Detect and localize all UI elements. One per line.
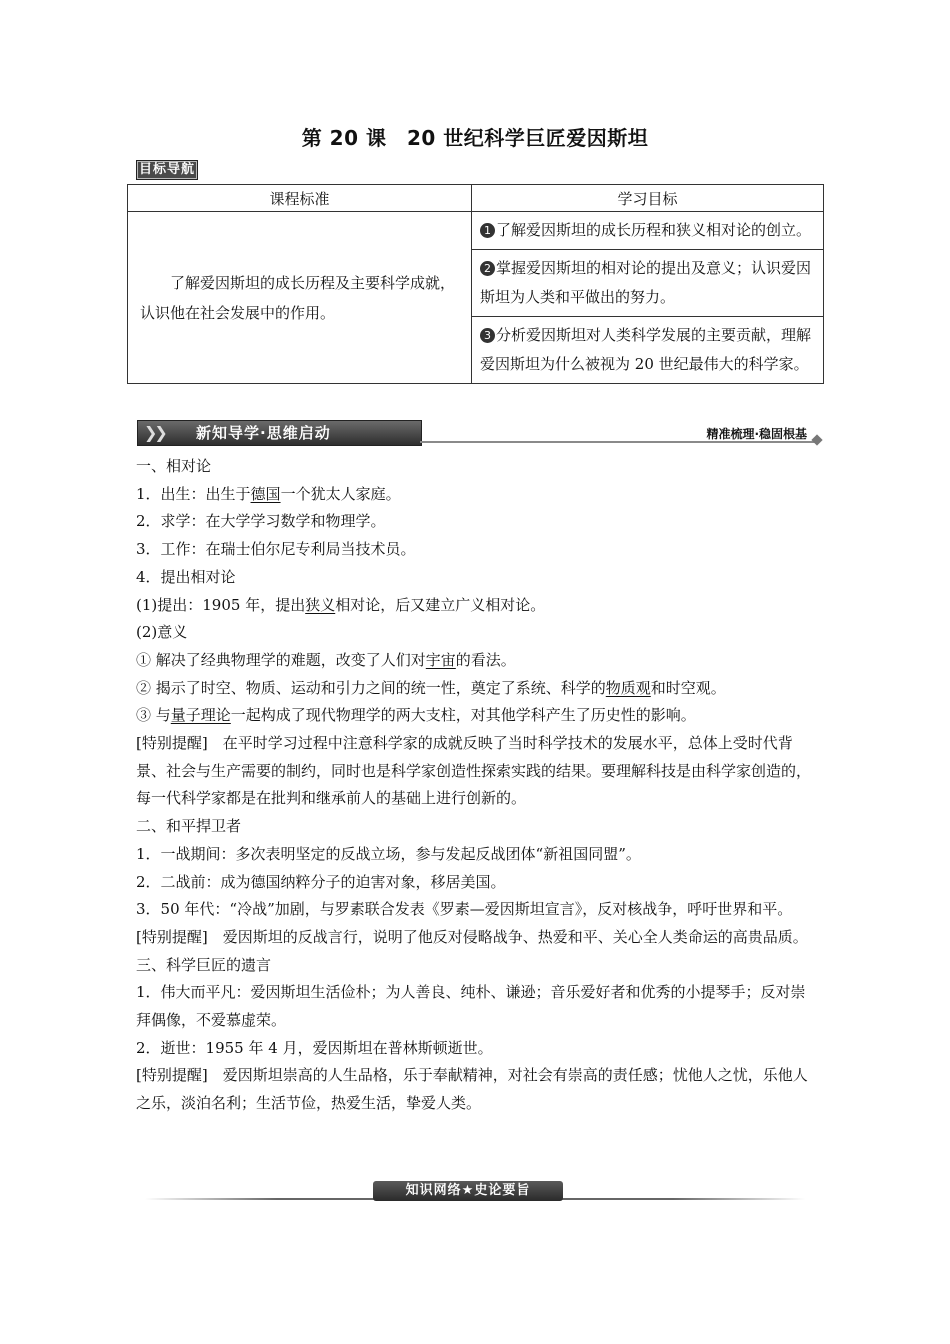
goal-text-3: 分析爱因斯坦对人类科学发展的主要贡献，理解爱因斯坦为什么被视为 20 世纪最伟大的科学家。 bbox=[480, 326, 812, 373]
paragraph: 1．一战期间：多次表明坚定的反战立场，参与发起反战团体“新祖国同盟”。 bbox=[136, 844, 641, 863]
section-heading-1: 一、相对论 bbox=[136, 457, 212, 475]
underlined-keyword: 德国 bbox=[250, 484, 281, 503]
paragraph: 1．出生：出生于德国一个犹太人家庭。 bbox=[136, 484, 401, 503]
special-reminder-2: [特别提醒] 爱因斯坦的反战言行，说明了他反对侵略战争、热爱和平、关心全人类命运的高贵品质。 bbox=[136, 927, 808, 946]
goal-number-icon: 3 bbox=[480, 328, 495, 343]
special-reminder-1: [特别提醒] 在平时学习过程中注意科学家的成就反映了当时科学技术的发展水平，总体上受时代背景、社会与生产需要的制约，同时也是科学家创造性探索实践的结果。要理解科技是由科学家创造的，每一代科学家都是在批判和继承前人的基础上进行创新的。 bbox=[136, 734, 812, 808]
page-title: 第 20 课 20 世纪科学巨匠爱因斯坦 bbox=[301, 126, 649, 150]
paragraph: (2)意义 bbox=[136, 623, 188, 642]
underlined-keyword: 宇宙 bbox=[425, 650, 456, 669]
section-heading-2: 二、和平捍卫者 bbox=[136, 817, 242, 836]
section-banner bbox=[137, 418, 827, 446]
paragraph: 2．二战前：成为德国纳粹分子的迫害对象，移居美国。 bbox=[136, 872, 506, 891]
standard-text: 了解爱因斯坦的成长历程及主要科学成就，认识他在社会发展中的作用。 bbox=[140, 273, 456, 322]
paragraph: 1．伟大而平凡：爱因斯坦生活俭朴；为人善良、纯朴、谦逊；音乐爱好者和优秀的小提琴手；反对崇拜偶像，不爱慕虚荣。 bbox=[136, 983, 806, 1030]
diamond-icon bbox=[811, 434, 822, 445]
goal-cell-2 bbox=[472, 250, 824, 317]
banner-label: 新知导学·思维启动 bbox=[196, 424, 331, 442]
paragraph: 2．求学：在大学学习数学和物理学。 bbox=[136, 512, 386, 531]
standard-cell bbox=[128, 212, 472, 384]
paragraph: (1)提出：1905 年，提出狭义相对论，后又建立广义相对论。 bbox=[136, 595, 546, 614]
section-badge-goal-navigation: 目标导航 bbox=[136, 160, 198, 180]
goal-number-icon: 1 bbox=[480, 223, 495, 238]
objectives-table bbox=[127, 184, 824, 384]
main-content bbox=[136, 453, 816, 1118]
table-header-standard: 课程标准 bbox=[128, 185, 472, 212]
goal-cell-1 bbox=[472, 212, 824, 250]
underlined-keyword: 量子理论 bbox=[170, 706, 231, 725]
goal-text-1: 了解爱因斯坦的成长历程和狭义相对论的创立。 bbox=[496, 221, 812, 239]
paragraph: ③ 与量子理论一起构成了现代物理学的两大支柱，对其他学科产生了历史性的影响。 bbox=[136, 706, 696, 725]
double-chevron-icon: ❯❯ bbox=[144, 423, 165, 442]
special-reminder-3: [特别提醒] 爱因斯坦崇高的人生品格，乐于奉献精神，对社会有崇高的责任感；忧他人之忧，乐他人之乐，淡泊名利；生活节俭，热爱生活，挚爱人类。 bbox=[136, 1066, 808, 1113]
goal-number-icon: 2 bbox=[480, 261, 495, 276]
knowledge-network-badge: 知识网络★史论要旨 bbox=[373, 1181, 563, 1201]
paragraph: 3．工作：在瑞士伯尔尼专利局当技术员。 bbox=[136, 540, 416, 559]
goal-text-2: 掌握爱因斯坦的相对论的提出及意义；认识爱因斯坦为人类和平做出的努力。 bbox=[480, 259, 812, 306]
paragraph: 4．提出相对论 bbox=[136, 567, 236, 586]
paragraph: ① 解决了经典物理学的难题，改变了人们对宇宙的看法。 bbox=[136, 650, 516, 669]
paragraph: 2．逝世：1955 年 4 月，爱因斯坦在普林斯顿逝世。 bbox=[136, 1038, 493, 1057]
table-header-goals: 学习目标 bbox=[472, 185, 824, 212]
section-heading-3: 三、科学巨匠的遗言 bbox=[136, 955, 272, 974]
goal-cell-3 bbox=[472, 317, 824, 384]
bottom-section-banner bbox=[145, 1180, 805, 1204]
paragraph: 3．50 年代：“冷战”加剧，与罗素联合发表《罗素—爱因斯坦宣言》，反对核战争，呼吁世界和平。 bbox=[136, 900, 793, 919]
underlined-keyword: 狭义 bbox=[305, 595, 336, 614]
underlined-keyword: 物质观 bbox=[605, 678, 651, 697]
paragraph: ② 揭示了时空、物质、运动和引力之间的统一性，奠定了系统、科学的物质观和时空观。 bbox=[136, 678, 726, 697]
banner-subtitle: 精准梳理·稳固根基 bbox=[706, 427, 807, 441]
banner-bar bbox=[137, 420, 422, 446]
